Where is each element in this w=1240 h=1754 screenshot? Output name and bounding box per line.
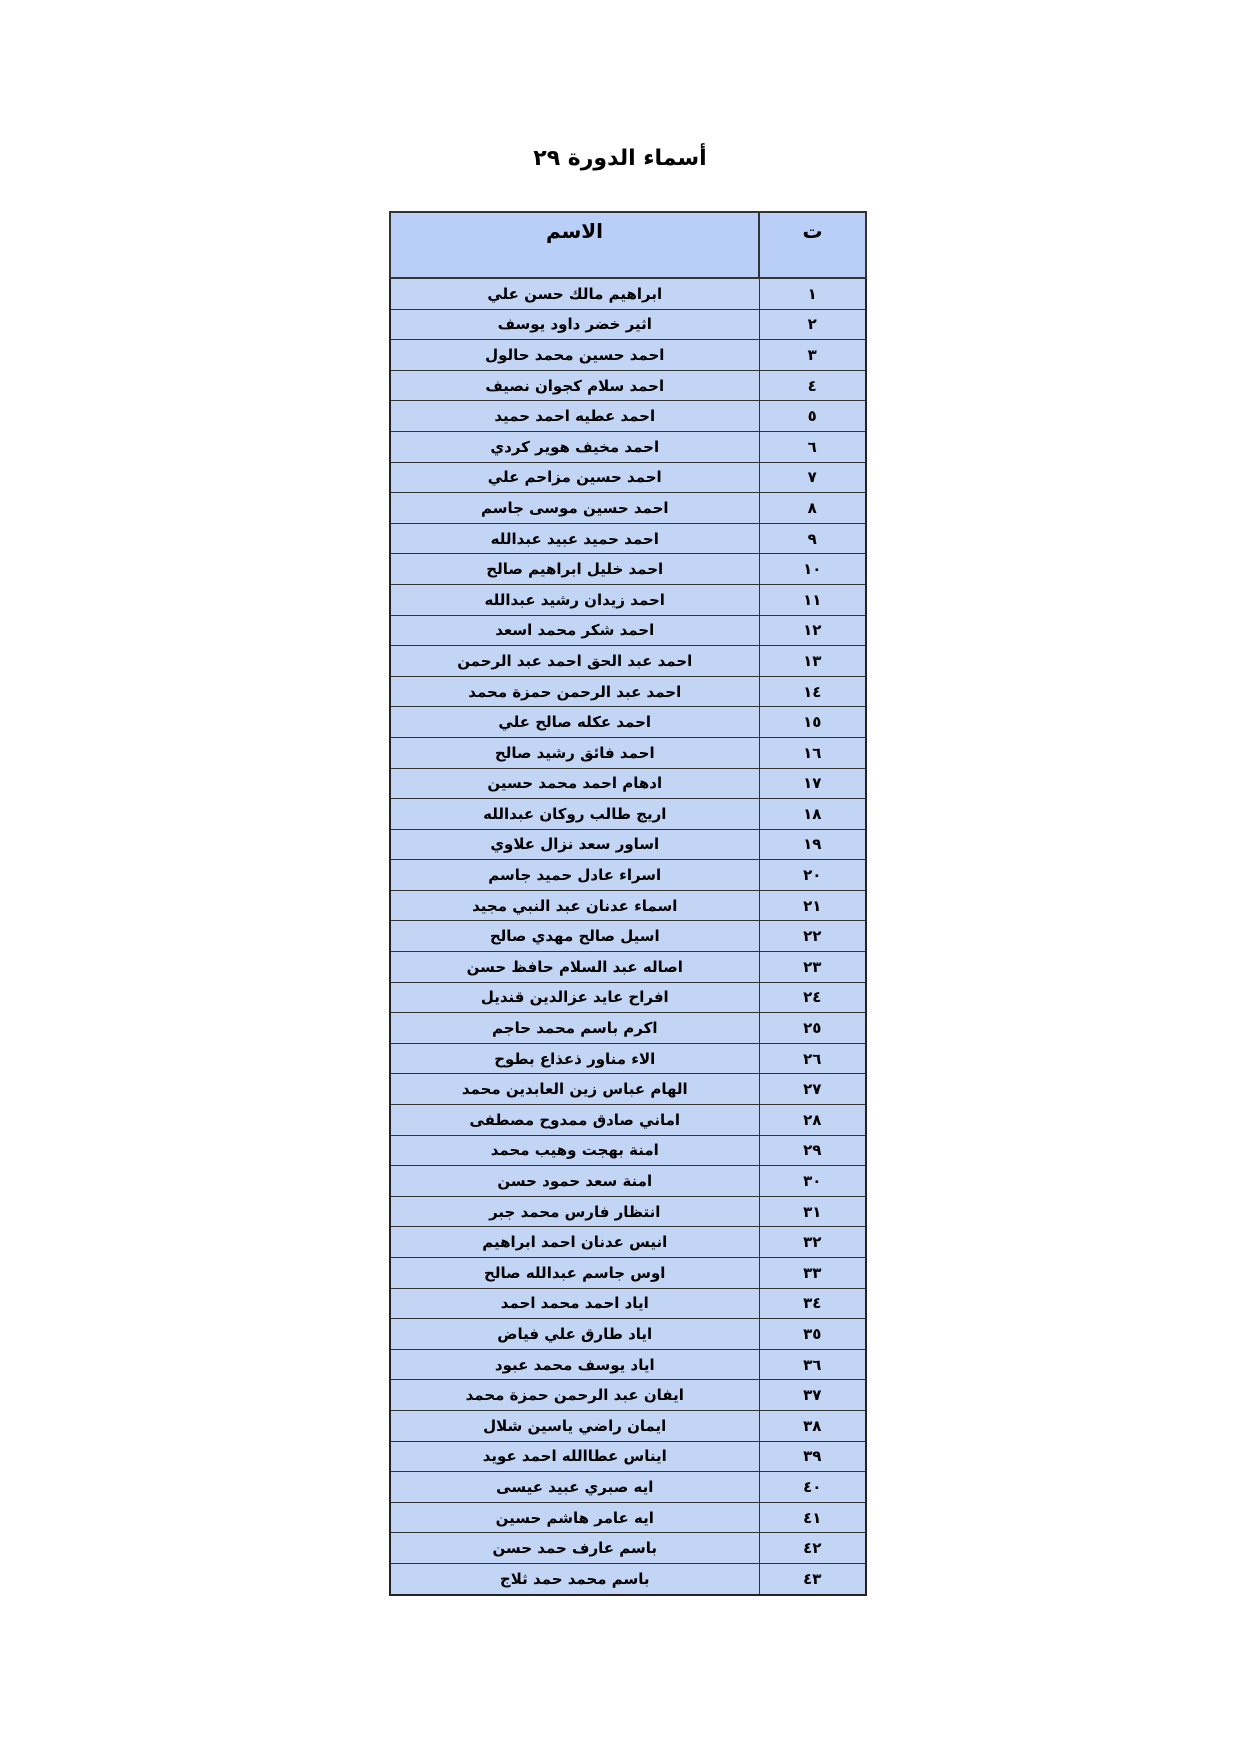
name-column-header: الاسم	[390, 212, 759, 278]
table-row	[390, 921, 866, 952]
table-row	[390, 462, 866, 493]
row-number: ١٧	[759, 768, 866, 799]
student-name: احمد حسين موسى جاسم	[390, 493, 759, 524]
table-header-row	[390, 212, 866, 278]
table-row	[390, 1196, 866, 1227]
student-name: ايمان راضي ياسين شلال	[390, 1410, 759, 1441]
table-row	[390, 1013, 866, 1044]
table-body	[390, 278, 866, 1595]
row-number: ١٠	[759, 554, 866, 585]
row-number: ١٥	[759, 707, 866, 738]
student-name: احمد سلام كجوان نصيف	[390, 370, 759, 401]
row-number: ٢٠	[759, 860, 866, 891]
row-number: ٤١	[759, 1502, 866, 1533]
row-number: ٨	[759, 493, 866, 524]
row-number: ٣٢	[759, 1227, 866, 1258]
student-name: ايه عامر هاشم حسين	[390, 1502, 759, 1533]
row-number: ١٦	[759, 737, 866, 768]
row-number: ٢٤	[759, 982, 866, 1013]
page-title: أسماء الدورة ٢٩	[533, 146, 707, 171]
row-number: ٣٣	[759, 1258, 866, 1289]
table-row	[390, 1319, 866, 1350]
table-row	[390, 493, 866, 524]
student-name: اياد طارق علي فياض	[390, 1319, 759, 1350]
student-name: اسماء عدنان عبد النبي مجيد	[390, 890, 759, 921]
row-number: ١٩	[759, 829, 866, 860]
student-name: اياد يوسف محمد عبود	[390, 1349, 759, 1380]
row-number: ٧	[759, 462, 866, 493]
row-number: ٢٩	[759, 1135, 866, 1166]
student-name: ادهام احمد محمد حسين	[390, 768, 759, 799]
table-row	[390, 952, 866, 983]
table-row	[390, 1166, 866, 1197]
table-row	[390, 1502, 866, 1533]
table-row	[390, 1288, 866, 1319]
student-name: الاء مناور ذعذاع بطوح	[390, 1043, 759, 1074]
table-row	[390, 615, 866, 646]
table-row	[390, 554, 866, 585]
table-row	[390, 1349, 866, 1380]
student-name: اصاله عبد السلام حافظ حسن	[390, 952, 759, 983]
table-row	[390, 676, 866, 707]
table-row	[390, 1441, 866, 1472]
table-row	[390, 890, 866, 921]
table-row	[390, 707, 866, 738]
table-row	[390, 1105, 866, 1136]
table-row	[390, 1043, 866, 1074]
table-row	[390, 1227, 866, 1258]
row-number: ١٢	[759, 615, 866, 646]
table-row	[390, 1410, 866, 1441]
table-row	[390, 1472, 866, 1503]
row-number: ٢٥	[759, 1013, 866, 1044]
row-number: ٣٦	[759, 1349, 866, 1380]
student-name: انيس عدنان احمد ابراهيم	[390, 1227, 759, 1258]
row-number: ٣٥	[759, 1319, 866, 1350]
table-row	[390, 1135, 866, 1166]
student-name: اماني صادق ممدوح مصطفى	[390, 1105, 759, 1136]
student-name: احمد عبد الرحمن حمزة محمد	[390, 676, 759, 707]
row-number: ١	[759, 278, 866, 309]
table-row	[390, 370, 866, 401]
table-row	[390, 1563, 866, 1594]
student-name: ايناس عطاالله احمد عويد	[390, 1441, 759, 1472]
row-number: ٢٦	[759, 1043, 866, 1074]
student-name: اياد احمد محمد احمد	[390, 1288, 759, 1319]
student-name: اسيل صالح مهدي صالح	[390, 921, 759, 952]
table-row	[390, 768, 866, 799]
row-number: ٢١	[759, 890, 866, 921]
row-number: ٣٠	[759, 1166, 866, 1197]
row-number: ٤٢	[759, 1533, 866, 1564]
row-number: ٢٣	[759, 952, 866, 983]
table-row	[390, 340, 866, 371]
student-name: احمد حسين محمد حالول	[390, 340, 759, 371]
table-row	[390, 1380, 866, 1411]
row-number: ٢	[759, 309, 866, 340]
student-name: احمد عطيه احمد حميد	[390, 401, 759, 432]
table-row	[390, 431, 866, 462]
student-name: الهام عباس زين العابدين محمد	[390, 1074, 759, 1105]
row-number: ٣١	[759, 1196, 866, 1227]
number-column-header: ت	[759, 212, 866, 278]
student-name: اوس جاسم عبدالله صالح	[390, 1258, 759, 1289]
student-name: افراح عايد عزالدين قنديل	[390, 982, 759, 1013]
student-name: احمد خليل ابراهيم صالح	[390, 554, 759, 585]
table-row	[390, 737, 866, 768]
table-row	[390, 278, 866, 309]
row-number: ٢٧	[759, 1074, 866, 1105]
row-number: ٤٣	[759, 1563, 866, 1594]
table-row	[390, 1074, 866, 1105]
row-number: ٣	[759, 340, 866, 371]
row-number: ١٣	[759, 646, 866, 677]
row-number: ١١	[759, 584, 866, 615]
table-row	[390, 829, 866, 860]
row-number: ٦	[759, 431, 866, 462]
student-name: احمد زيدان رشيد عبدالله	[390, 584, 759, 615]
student-name: احمد حسين مزاحم علي	[390, 462, 759, 493]
row-number: ١٨	[759, 799, 866, 830]
row-number: ٣٧	[759, 1380, 866, 1411]
table-row	[390, 1533, 866, 1564]
table-row	[390, 799, 866, 830]
table-row	[390, 860, 866, 891]
student-name: اساور سعد نزال علاوي	[390, 829, 759, 860]
student-name: ايه صبري عبيد عيسى	[390, 1472, 759, 1503]
table-row	[390, 584, 866, 615]
row-number: ٤٠	[759, 1472, 866, 1503]
student-name: احمد فائق رشيد صالح	[390, 737, 759, 768]
student-name: احمد مخيف هوير كردي	[390, 431, 759, 462]
student-name: اريج طالب روكان عبدالله	[390, 799, 759, 830]
row-number: ٥	[759, 401, 866, 432]
student-name: امنة بهجت وهيب محمد	[390, 1135, 759, 1166]
row-number: ١٤	[759, 676, 866, 707]
student-name: باسم محمد حمد ثلاج	[390, 1563, 759, 1594]
student-name: انتظار فارس محمد جبر	[390, 1196, 759, 1227]
row-number: ٣٨	[759, 1410, 866, 1441]
student-name: امنة سعد حمود حسن	[390, 1166, 759, 1197]
row-number: ٤	[759, 370, 866, 401]
row-number: ٩	[759, 523, 866, 554]
student-name: اثير خضر داود يوسف	[390, 309, 759, 340]
student-name: اسراء عادل حميد جاسم	[390, 860, 759, 891]
row-number: ٢٢	[759, 921, 866, 952]
student-name: احمد عبد الحق احمد عبد الرحمن	[390, 646, 759, 677]
student-name: اكرم باسم محمد حاجم	[390, 1013, 759, 1044]
row-number: ٣٤	[759, 1288, 866, 1319]
row-number: ٣٩	[759, 1441, 866, 1472]
table-row	[390, 309, 866, 340]
row-number: ٢٨	[759, 1105, 866, 1136]
names-table	[389, 211, 867, 1596]
student-name: باسم عارف حمد حسن	[390, 1533, 759, 1564]
table-row	[390, 982, 866, 1013]
student-name: احمد عكله صالح علي	[390, 707, 759, 738]
student-name: ايفان عبد الرحمن حمزة محمد	[390, 1380, 759, 1411]
student-name: احمد حميد عبيد عبدالله	[390, 523, 759, 554]
student-name: ابراهيم مالك حسن علي	[390, 278, 759, 309]
table-row	[390, 1258, 866, 1289]
student-name: احمد شكر محمد اسعد	[390, 615, 759, 646]
table-row	[390, 401, 866, 432]
table-row	[390, 646, 866, 677]
table-row	[390, 523, 866, 554]
